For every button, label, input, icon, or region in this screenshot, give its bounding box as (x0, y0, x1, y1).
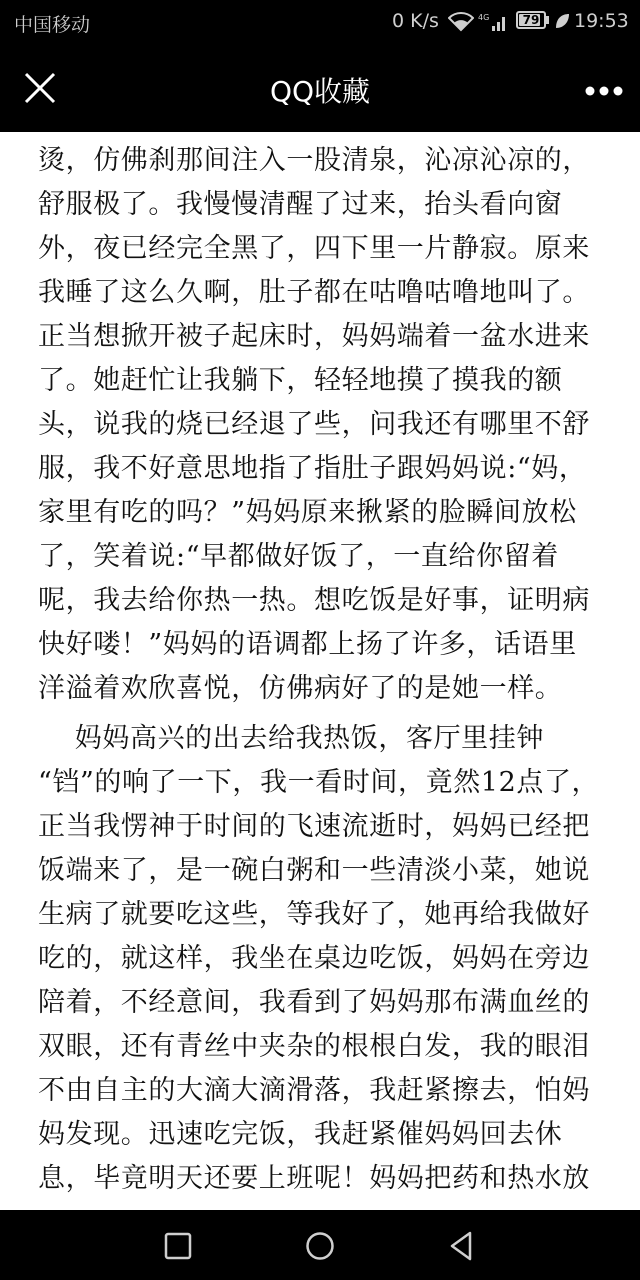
article-line: 洋溢着欢欣喜悦，仿佛病好了的是她一样。 (38, 673, 563, 704)
network-speed: 0 K/s (392, 10, 439, 32)
article-line: 正当想掀开被子起床时，妈妈端着一盆水进来 (38, 321, 590, 352)
back-icon[interactable] (444, 1228, 480, 1264)
battery-tip (546, 16, 549, 24)
article-line: 服，我不好意思地指了指肚子跟妈妈说:“妈， (38, 453, 587, 484)
article-line: 不由自主的大滴大滴滑落，我赶紧擦去，怕妈 (38, 1075, 590, 1106)
title-bar (0, 44, 640, 132)
clock: 19:53 (574, 10, 629, 32)
signal-icon (478, 12, 508, 32)
system-nav-bar (0, 1210, 640, 1280)
battery-level: 79 (522, 13, 540, 27)
more-icon[interactable] (584, 84, 624, 98)
article-line: 头，说我的烧已经退了些，问我还有哪里不舒 (38, 409, 590, 440)
article-line: 我睡了这么久啊，肚子都在咕噜咕噜地叫了。 (38, 277, 590, 308)
home-icon[interactable] (302, 1228, 338, 1264)
article-line: 快好喽！”妈妈的语调都上扬了许多，话语里 (38, 629, 577, 660)
svg-text:4G: 4G (478, 13, 490, 22)
article-line: 息，毕竟明天还要上班呢！妈妈把药和热水放 (38, 1163, 590, 1194)
article-line: 了。她赶忙让我躺下，轻轻地摸了摸我的额 (38, 365, 563, 396)
article-line: 饭端来了，是一碗白粥和一些清淡小菜，她说 (38, 855, 590, 886)
article-line: “铛”的响了一下，我一看时间，竟然12点了， (38, 767, 600, 798)
article-line: 外，夜已经完全黑了，四下里一片静寂。原来 (38, 233, 590, 264)
article-line: 妈发现。迅速吃完饭，我赶紧催妈妈回去休 (38, 1119, 563, 1150)
recent-apps-icon[interactable] (160, 1228, 196, 1264)
article-line: 吃的，就这样，我坐在桌边吃饭，妈妈在旁边 (38, 943, 590, 974)
article-line: 正当我愣神于时间的飞速流逝时，妈妈已经把 (38, 811, 590, 842)
article-line: 生病了就要吃这些，等我好了，她再给我做好 (38, 899, 590, 930)
article-line: 家里有吃的吗？”妈妈原来揪紧的脸瞬间放松 (38, 497, 577, 528)
article-content[interactable] (0, 132, 640, 1210)
wifi-icon (448, 12, 474, 32)
article-line: 双眼，还有青丝中夹杂的根根白发，我的眼泪 (38, 1031, 590, 1062)
article-line: 呢，我去给你热一热。想吃饭是好事，证明病 (38, 585, 590, 616)
status-bar (0, 0, 640, 44)
article-line: 了，笑着说:“早都做好饭了，一直给你留着 (38, 541, 559, 572)
carrier-name: 中国移动 (14, 14, 91, 36)
article-line: 陪着，不经意间，我看到了妈妈那布满血丝的 (38, 987, 590, 1018)
leaf-icon (554, 12, 570, 30)
battery-icon (516, 11, 546, 29)
page-title: QQ收藏 (269, 75, 371, 108)
article-line: 烫，仿佛刹那间注入一股清泉，沁凉沁凉的， (38, 145, 590, 176)
article-line: 妈妈高兴的出去给我热饭，客厅里挂钟 (38, 723, 544, 754)
article-line: 舒服极了。我慢慢清醒了过来，抬头看向窗 (38, 189, 563, 220)
